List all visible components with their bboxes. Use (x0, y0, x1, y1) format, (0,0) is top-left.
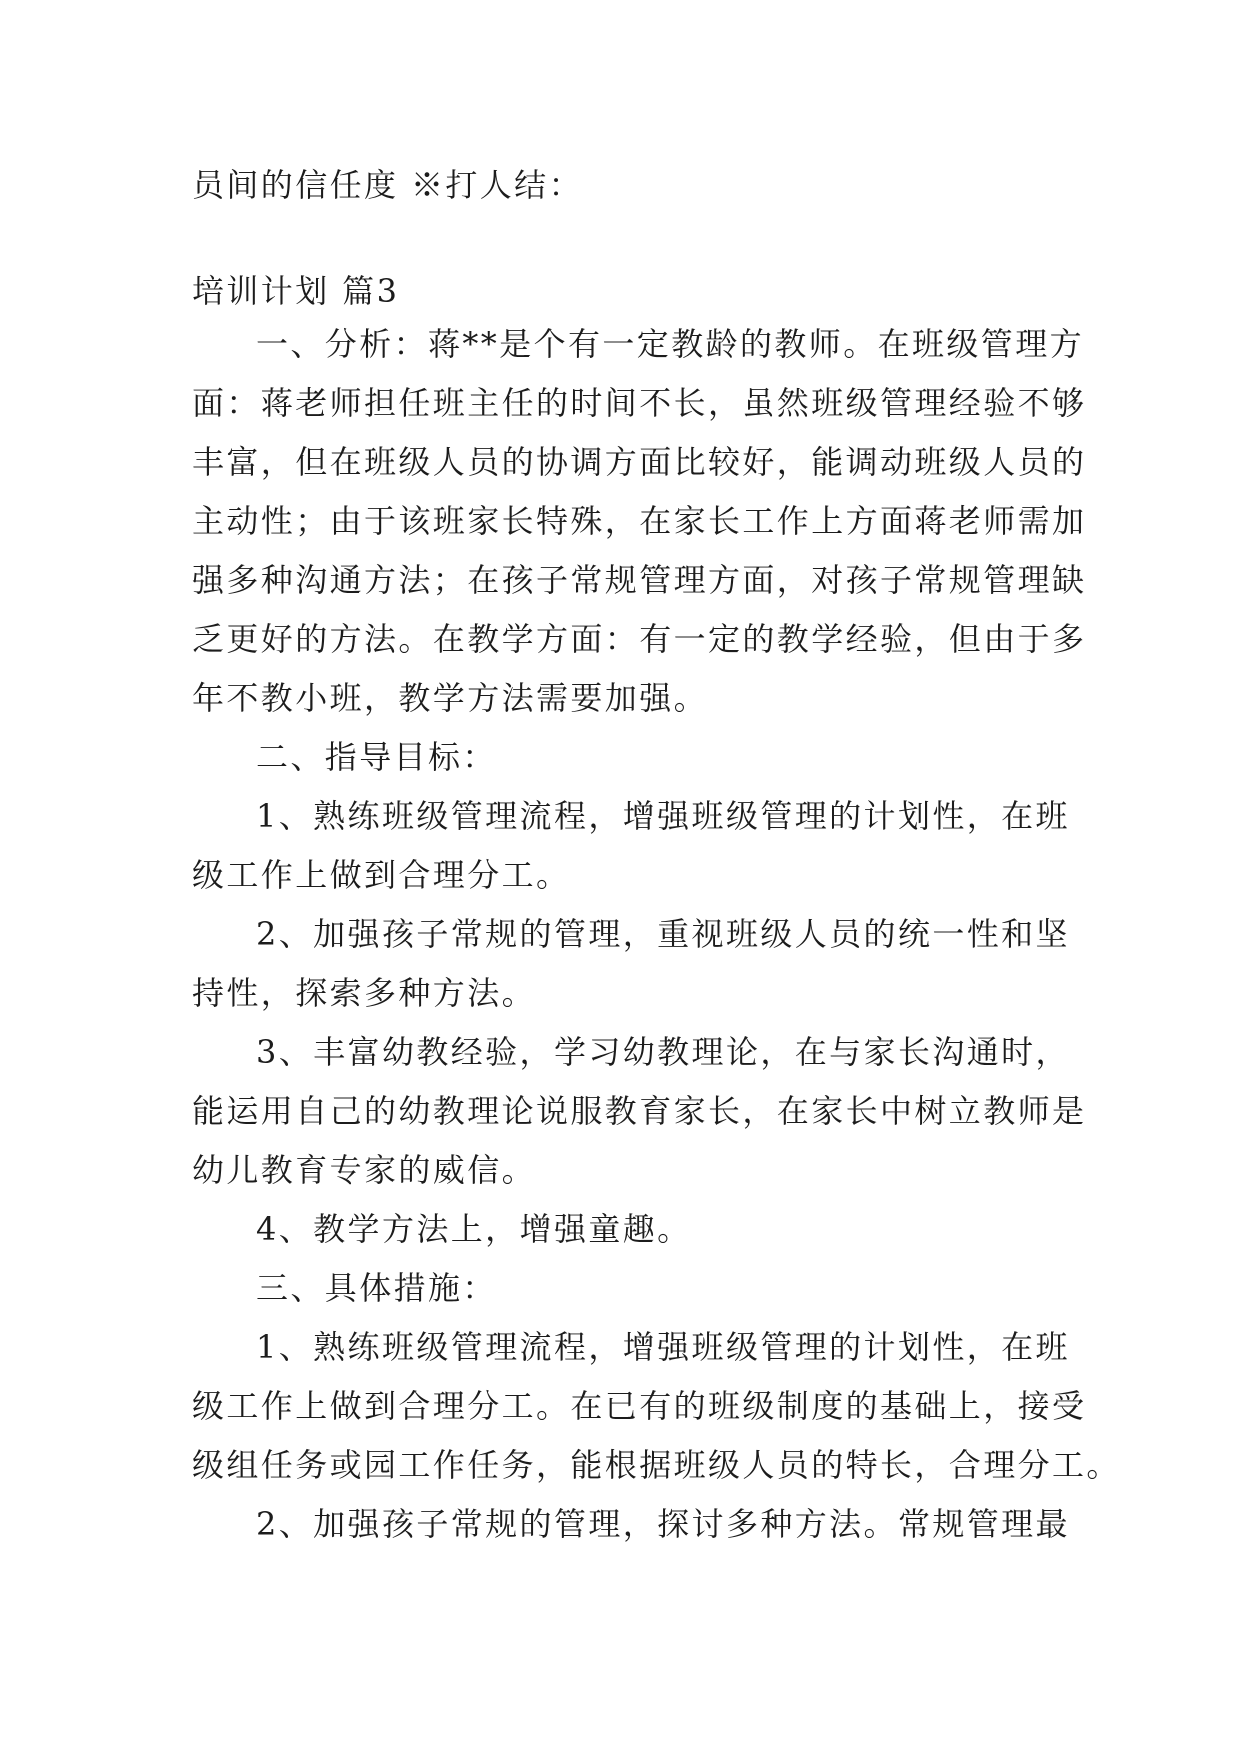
top-line: 员间的信任度 ※打人结： (192, 166, 583, 204)
paragraph-line: 级工作上做到合理分工。 (192, 856, 571, 894)
paragraph-line: 幼儿教育专家的威信。 (192, 1151, 537, 1189)
paragraph-line: 乏更好的方法。在教学方面：有一定的教学经验，但由于多 (192, 620, 1087, 658)
paragraph-line: 级工作上做到合理分工。在已有的班级制度的基础上，接受 (192, 1387, 1087, 1425)
paragraph-line: 2、加强孩子常规的管理，重视班级人员的统一性和坚 (256, 915, 1070, 953)
paragraph-line: 主动性；由于该班家长特殊，在家长工作上方面蒋老师需加 (192, 502, 1087, 540)
paragraph-line: 4、教学方法上，增强童趣。 (256, 1210, 692, 1248)
paragraph-line: 面：蒋老师担任班主任的时间不长，虽然班级管理经验不够 (192, 384, 1087, 422)
paragraph-line: 级组任务或园工作任务，能根据班级人员的特长，合理分工。 (192, 1446, 1121, 1484)
document-body (192, 156, 1121, 1554)
paragraph-line: 丰富，但在班级人员的协调方面比较好，能调动班级人员的 (192, 443, 1087, 481)
spacer (192, 215, 1054, 267)
paragraph-line: 2、加强孩子常规的管理，探讨多种方法。常规管理最 (256, 1505, 1070, 1543)
paragraph-line: 能运用自己的幼教理论说服教育家长，在家长中树立教师是 (192, 1092, 1087, 1130)
paragraph-line: 年不教小班，教学方法需要加强。 (192, 679, 709, 717)
paragraph-line: 强多种沟通方法；在孩子常规管理方面，对孩子常规管理缺 (192, 561, 1087, 599)
heading-guidance-goals: 二、指导目标： (256, 738, 497, 776)
paragraph-line: 3、丰富幼教经验，学习幼教理论，在与家长沟通时， (256, 1033, 1070, 1071)
paragraph-line: 持性，探索多种方法。 (192, 974, 537, 1012)
heading-specific-measures: 三、具体措施： (256, 1269, 497, 1307)
paragraph-line: 1、熟练班级管理流程，增强班级管理的计划性，在班 (256, 797, 1070, 835)
paragraph-line: 一、分析：蒋**是个有一定教龄的教师。在班级管理方 (256, 325, 1085, 363)
paragraph-line: 1、熟练班级管理流程，增强班级管理的计划性，在班 (256, 1328, 1070, 1366)
section-title: 培训计划 篇3 (192, 272, 400, 310)
